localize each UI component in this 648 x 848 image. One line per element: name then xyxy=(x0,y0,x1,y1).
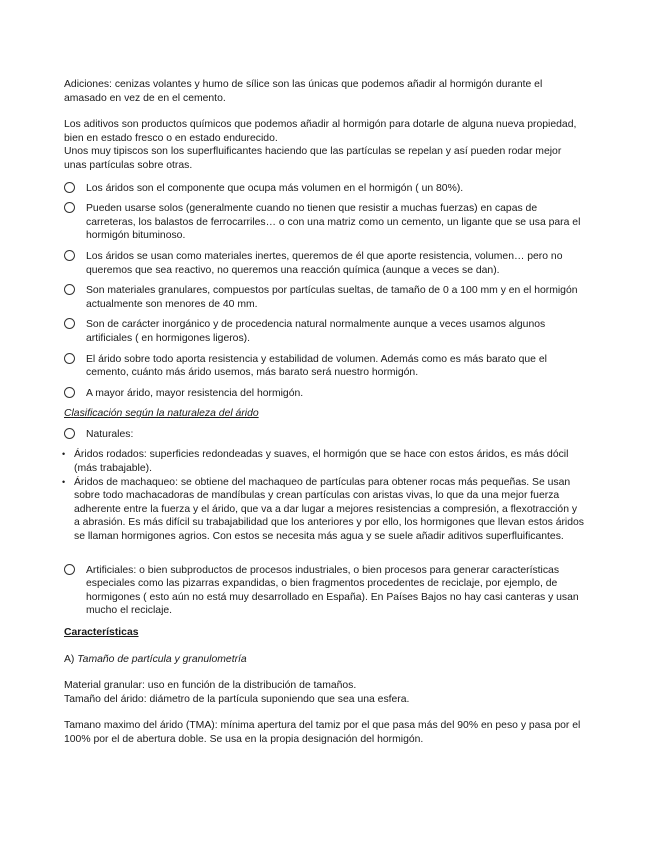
radio-circle-icon[interactable] xyxy=(64,182,75,193)
radio-circle-icon[interactable] xyxy=(64,387,75,398)
option-item-5[interactable] xyxy=(64,318,584,345)
radio-circle-icon[interactable] xyxy=(64,564,75,575)
option-text: A mayor árido, mayor resistencia del hormigón. xyxy=(86,387,304,399)
option-text: Los áridos son el componente que ocupa más volumen en el hormigón ( un 80%). xyxy=(86,182,464,194)
bullet-item-rodados: • Áridos rodados: superficies redondeadas y suaves, el hormigón que se hace con estos áridos, es más dócil (más trabajable). xyxy=(64,448,584,475)
option-item-7[interactable] xyxy=(64,387,584,401)
option-text: Los áridos se usan como materiales inertes, queremos de él que aporte resistencia, volumen… pero no queremos que sea reactivo, no queremos una reacción química (aunque a veces se dan). xyxy=(86,250,563,276)
subsection-prefix: A) xyxy=(64,653,78,665)
option-text: Son de carácter inorgánico y de procedencia natural normalmente aunque a veces usamos algunos artificiales ( en hormigones ligeros). xyxy=(86,319,546,344)
artificiales-text: Artificiales: o bien subproductos de procesos industriales, o bien procesos para generar características especiales como las pizarras expandidas, o bien fragmentos procedentes de reciclaje, por ejemplo, de hormigones ( esto aún no está muy desarrollado en España). En Países Bajos no hay casi canteras y usan mucho el reciclaje. xyxy=(86,564,579,617)
radio-circle-icon[interactable] xyxy=(64,318,75,329)
adiciones-paragraph xyxy=(64,78,584,105)
option-item-2[interactable] xyxy=(64,202,584,243)
radio-circle-icon[interactable] xyxy=(64,428,75,439)
aditivos-text-2: Unos muy tipiscos son los superfluificantes haciendo que las partículas se repelan y así pueden rodar mejor unas partículas sobre otras. xyxy=(64,146,562,171)
option-item-4[interactable] xyxy=(64,284,584,311)
option-item-3[interactable] xyxy=(64,250,584,277)
option-text: Son materiales granulares, compuestos por partículas sueltas, de tamaño de 0 a 100 mm y en el hormigón actualmente son menores de 40 mm. xyxy=(86,285,578,310)
radio-circle-icon[interactable] xyxy=(64,202,75,213)
naturales-option[interactable] xyxy=(64,428,584,442)
aditivos-text-1: Los aditivos son productos químicos que podemos añadir al hormigón para dotarle de alguna nueva propiedad, bien en estado fresco o en estado endurecido. xyxy=(64,119,577,144)
bullet-item-machaqueo: • Áridos de machaqueo: se obtiene del machaqueo de partículas para obtener rocas más pequeñas. Se usan sobre todo machacadoras de mandíbulas y crean partículas con aristas vivas, lo que da una mejor fuerza adherente entre la fuerza y el árido, que va a dar lugar a mejores resistencias a compresión, a flexotracción y a abrasión. Es más difícil su trabajabilidad que los anteriores y por ello, los hormigones que llevan estos áridos se llaman hormigones agrios. Con estos se necesita más agua y se suele añadir aditivos superfluificantes. xyxy=(64,476,584,544)
tamano-arido-text: Tamaño del árido: diámetro de la partícula suponiendo que sea una esfera. xyxy=(64,693,410,705)
granular-paragraph xyxy=(64,679,584,706)
option-text: El árido sobre todo aporta resistencia y estabilidad de volumen. Además como es más barato que el cemento, cuánto más árido usemos, más barato será nuestro hormigón. xyxy=(86,353,547,379)
caracteristicas-heading: Características xyxy=(64,627,139,638)
radio-circle-icon[interactable] xyxy=(64,250,75,261)
aridos-options-list xyxy=(64,182,584,401)
adiciones-text: Adiciones: cenizas volantes y humo de sílice son las únicas que podemos añadir al hormigón durante el amasado en vez de en el cemento. xyxy=(64,79,543,104)
option-item-6[interactable] xyxy=(64,353,584,380)
artificiales-option[interactable] xyxy=(64,564,584,618)
clasificacion-heading: Clasificación según la naturaleza del árido xyxy=(64,408,259,420)
document-page xyxy=(64,78,584,760)
subsection-title xyxy=(64,653,584,667)
tma-text: Tamano maximo del árido (TMA): mínima apertura del tamiz por el que pasa más del 90% en peso y pasa por el 100% por el de abertura doble. Se usa en la propia designación del hormigón. xyxy=(64,720,581,745)
tma-paragraph xyxy=(64,719,584,746)
naturales-text: Naturales: xyxy=(86,428,134,440)
option-item-1[interactable] xyxy=(64,182,584,196)
subsection-title-text: Tamaño de partícula y granulometría xyxy=(77,653,247,665)
option-text: Pueden usarse solos (generalmente cuando no tienen que resistir a muchas fuerzas) en capas de carreteras, los balastos de ferrocarriles… o con una matriz como un cemento, un ligante que se usa para el hormigón bituminoso. xyxy=(86,203,581,242)
naturales-bullet-list xyxy=(64,448,584,543)
aditivos-paragraph xyxy=(64,118,584,172)
radio-circle-icon[interactable] xyxy=(64,353,75,364)
radio-circle-icon[interactable] xyxy=(64,284,75,295)
material-granular-text: Material granular: uso en función de la distribución de tamaños. xyxy=(64,680,357,692)
